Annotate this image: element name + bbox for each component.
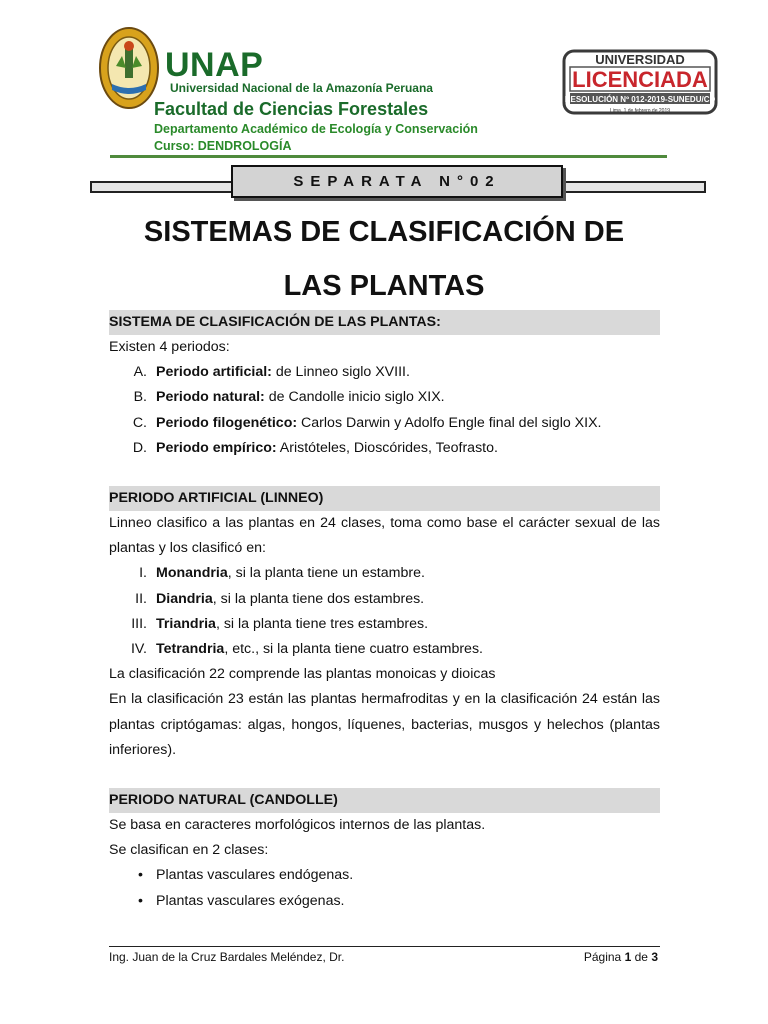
header-divider: [110, 155, 667, 158]
list-item: I. Monandria, si la planta tiene un estambre.: [139, 565, 425, 582]
title-line-2: LAS PLANTAS: [283, 270, 485, 302]
footer-author: Ing. Juan de la Cruz Bardales Meléndez, Dr.: [109, 950, 345, 964]
document-body: [109, 310, 660, 914]
list-item: B. Periodo natural: de Candolle inicio siglo XIX.: [133, 389, 445, 406]
paragraph: La clasificación 22 comprende las plantas monoicas y dioicas: [109, 666, 496, 683]
department-name: Departamento Académico de Ecología y Conservación: [154, 122, 478, 136]
list-item: III. Triandria, si la planta tiene tres estambres.: [131, 615, 429, 632]
faculty-name: Facultad de Ciencias Forestales: [154, 99, 429, 119]
svg-text:Lima, 1 de febrero de 2019: Lima, 1 de febrero de 2019: [609, 108, 671, 114]
paragraph: Se basa en caracteres morfológicos internos de las plantas.: [109, 817, 486, 834]
separata-label: SEPARATA N°02: [231, 165, 563, 198]
paragraph: En la clasificación 23 están las plantas hermafroditas y en la clasificación 24 están las plantas criptógamas: algas, hongos, líquenes, bacterias, musgos y helechos (plantas inferiores).: [109, 691, 660, 758]
footer-divider: [109, 946, 660, 947]
university-seal-logo: [98, 26, 160, 110]
course-name: Curso: DENDROLOGÍA: [154, 139, 292, 153]
unap-title: UNAP: [165, 46, 264, 84]
svg-text:LICENCIADA: LICENCIADA: [572, 67, 708, 92]
bullet-item: • Plantas vasculares exógenas.: [109, 889, 660, 914]
section-heading: PERIODO ARTIFICIAL (LINNEO): [109, 486, 660, 511]
title-line-1: SISTEMAS DE CLASIFICACIÓN DE: [143, 216, 625, 248]
bullet-item: • Plantas vasculares endógenas.: [109, 863, 660, 888]
list-item: D. Periodo empírico: Aristóteles, Dioscórides, Teofrasto.: [132, 439, 498, 456]
licenciada-stamp-logo: [562, 47, 718, 117]
section-heading: SISTEMA DE CLASIFICACIÓN DE LAS PLANTAS:: [109, 310, 660, 335]
svg-text:UNIVERSIDAD: UNIVERSIDAD: [595, 52, 685, 67]
paragraph: Existen 4 periodos:: [109, 339, 230, 355]
paragraph: Se clasifican en 2 clases:: [109, 842, 269, 859]
list-item: C. Periodo filogenético: Carlos Darwin y Adolfo Engle final del siglo XIX.: [132, 414, 602, 431]
paragraph: Linneo clasifico a las plantas en 24 clases, toma como base el carácter sexual de las plantas y los clasificó en:: [109, 515, 660, 557]
list-item: IV. Tetrandria, etc., si la planta tiene cuatro estambres.: [130, 641, 483, 658]
document-title: [100, 205, 668, 313]
list-item: A. Periodo artificial: de Linneo siglo XVIII.: [133, 364, 410, 381]
section-heading: PERIODO NATURAL (CANDOLLE): [109, 788, 660, 813]
university-name: Universidad Nacional de la Amazonía Peruana: [170, 81, 433, 95]
bullet-icon: •: [138, 867, 143, 884]
list-item: II. Diandria, si la planta tiene dos estambres.: [135, 590, 425, 607]
bullet-icon: •: [138, 892, 143, 909]
svg-text:RESOLUCIÓN Nº 012-2019-SUNEDU/: RESOLUCIÓN Nº 012-2019-SUNEDU/CD: [564, 95, 716, 104]
page-number: Página 1 de 3: [583, 950, 658, 964]
